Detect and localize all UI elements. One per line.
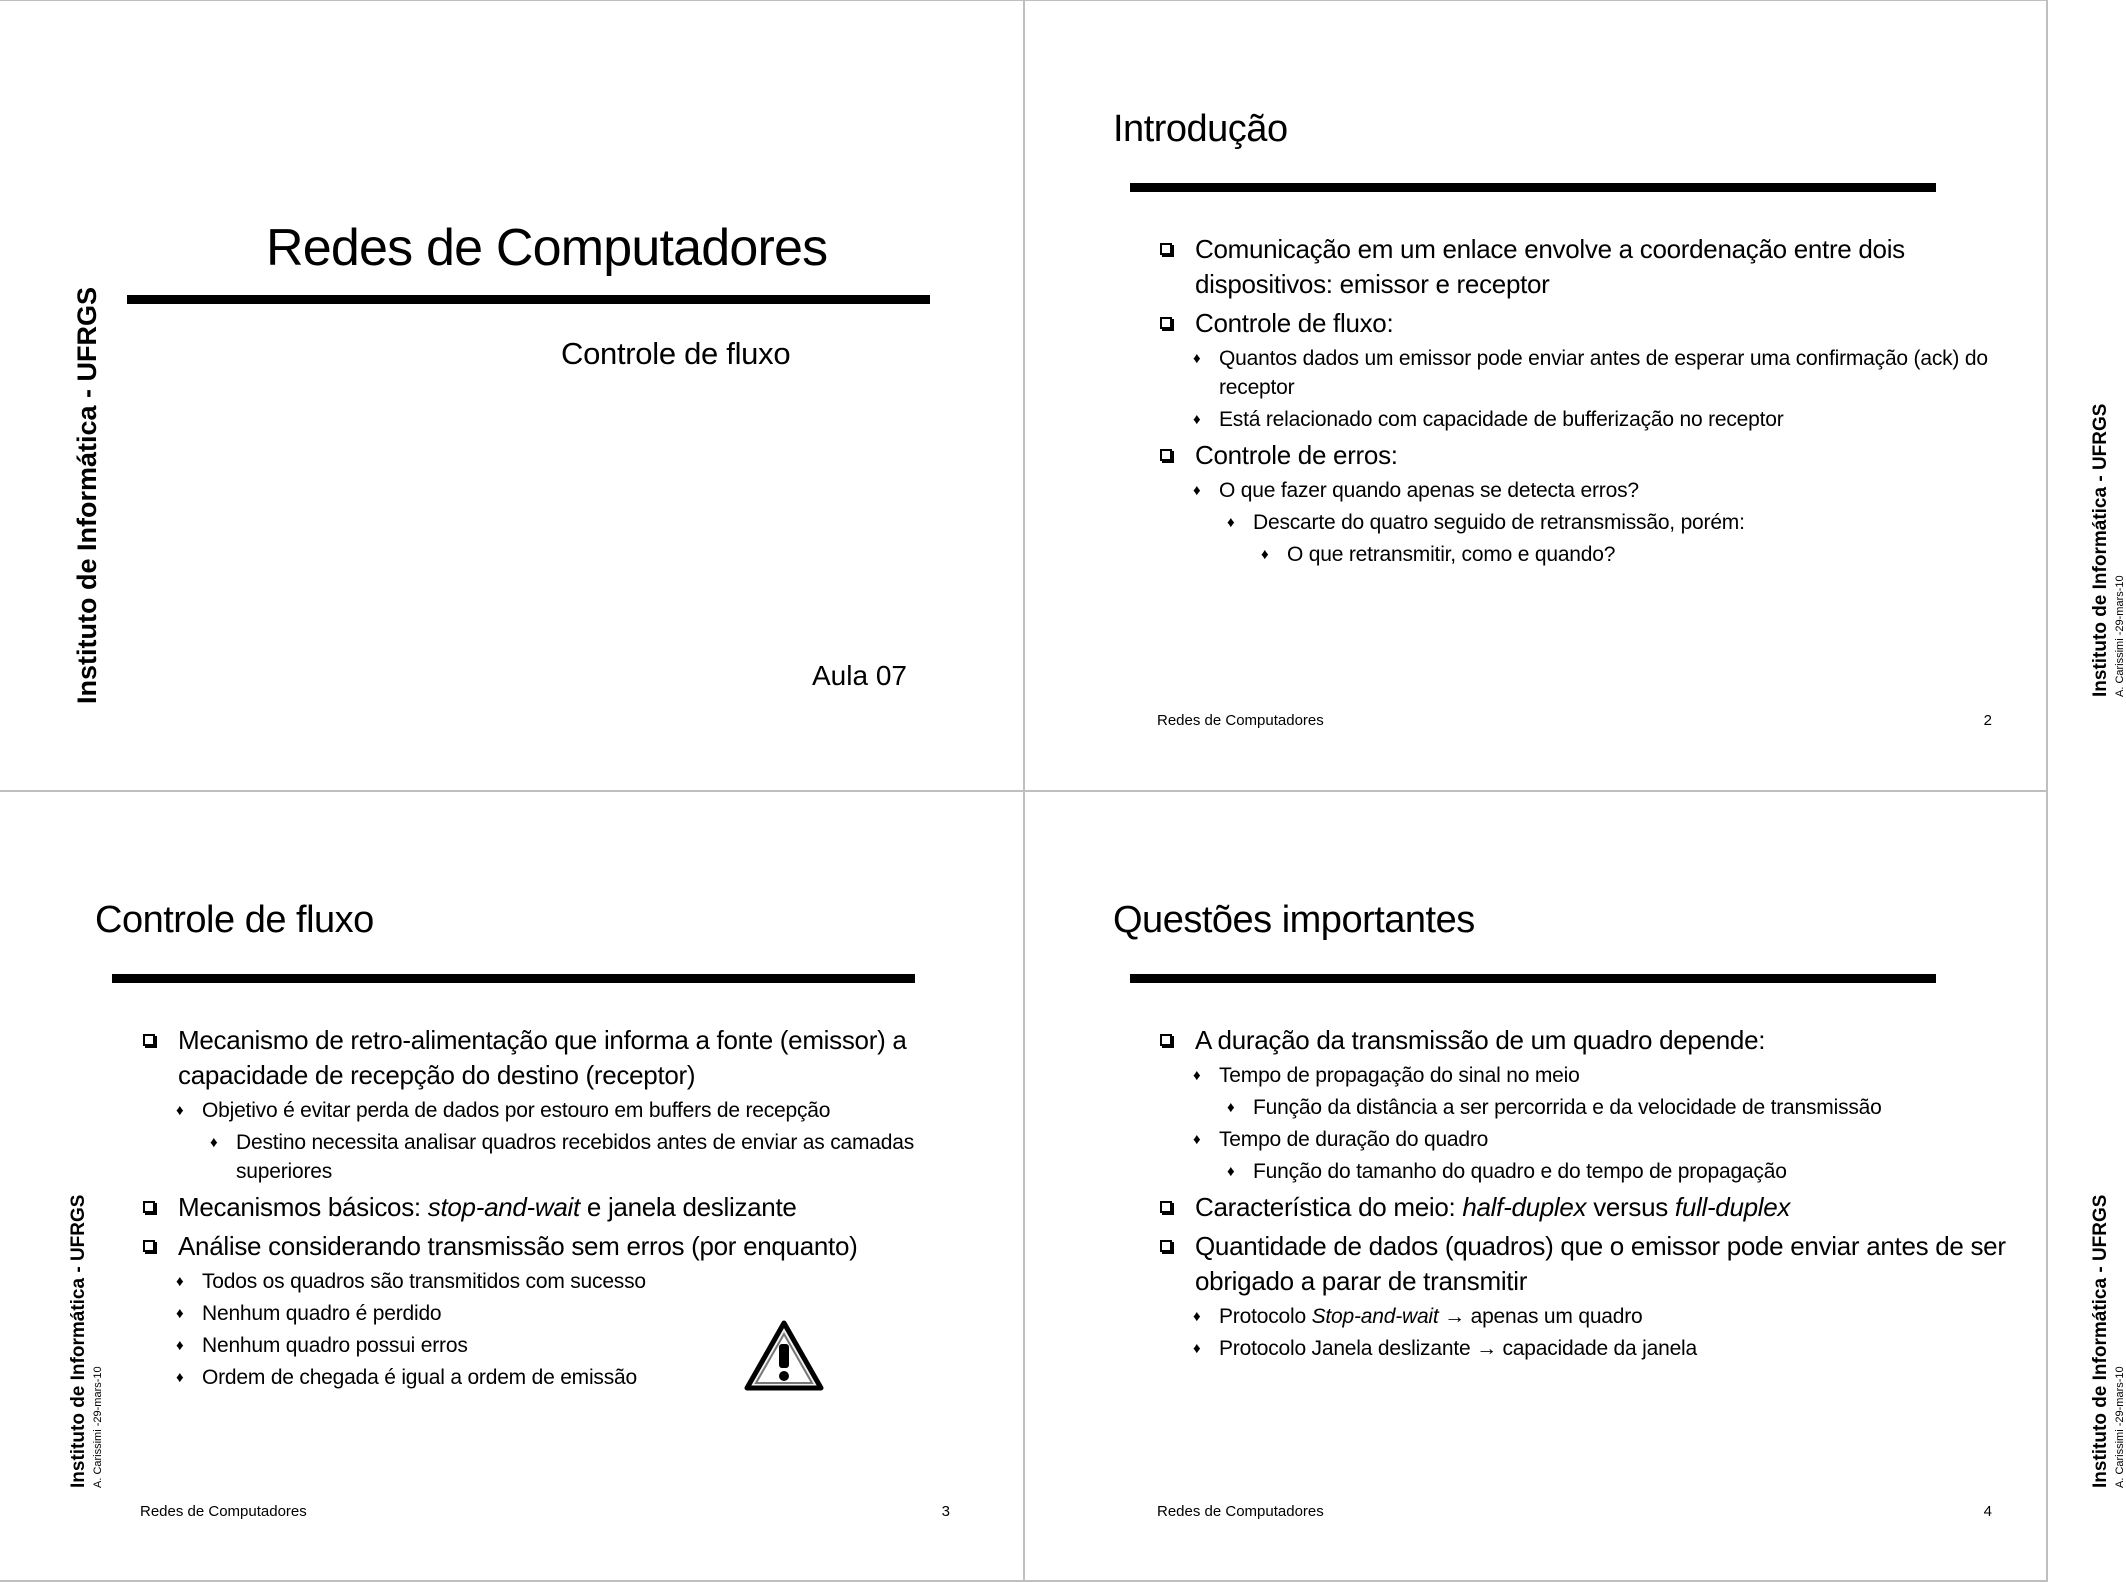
slide-3 (0, 791, 1024, 1582)
square-bullet-icon (1160, 317, 1172, 329)
list-item: ♦ O que retransmitir, como e quando? (1157, 540, 2007, 569)
list-item: Mecanismo de retro-alimentação que informa a fonte (emissor) a capacidade de recepção do destino (receptor) (140, 1023, 940, 1093)
side-label (2090, 1195, 2126, 1488)
list-item: ♦ Destino necessita analisar quadros recebidos antes de enviar as camadas superiores (140, 1128, 940, 1186)
side-author-date: A. Carissimi -29-mars-10 (2114, 575, 2126, 697)
square-bullet-icon (1160, 1034, 1172, 1046)
side-institute-label: Instituto de Informática - UFRGS (72, 286, 102, 704)
diamond-bullet-icon: ♦ (176, 1369, 184, 1386)
list-item: Controle de fluxo: (1157, 306, 2007, 341)
slide-title: Introdução (1113, 108, 1288, 150)
side-institute-label: Instituto de Informática - UFRGS (2090, 403, 2111, 697)
square-bullet-icon (143, 1240, 155, 1252)
title-rule (112, 974, 915, 983)
slide-4 (1024, 791, 2126, 1582)
list-item: ♦ Ordem de chegada é igual a ordem de emissão (140, 1363, 940, 1392)
page-number: 3 (941, 1503, 950, 1520)
page-number: 2 (1983, 712, 1992, 729)
title-rule (1130, 974, 1936, 983)
diamond-bullet-icon: ♦ (1193, 1308, 1201, 1325)
square-bullet-icon (1160, 1240, 1172, 1252)
warning-triangle-icon (744, 1320, 824, 1392)
diamond-bullet-icon: ♦ (1227, 514, 1235, 531)
list-item: Característica do meio: half-duplex versus full-duplex (1157, 1190, 2007, 1225)
list-item: ♦ Função do tamanho do quadro e do tempo de propagação (1157, 1157, 2007, 1186)
list-item: ♦ Tempo de duração do quadro (1157, 1125, 2007, 1154)
square-bullet-icon (1160, 1201, 1172, 1213)
footer-course: Redes de Computadores (140, 1503, 307, 1520)
list-item: Comunicação em um enlace envolve a coordenação entre dois dispositivos: emissor e receptor (1157, 232, 2007, 302)
lesson-label: Aula 07 (812, 660, 907, 691)
slide-1 (0, 0, 1024, 791)
diamond-bullet-icon: ♦ (1193, 411, 1201, 428)
list-item: Análise considerando transmissão sem erros (por enquanto) (140, 1229, 940, 1264)
slide-subtitle: Controle de fluxo (561, 336, 791, 371)
square-bullet-icon (143, 1201, 155, 1213)
slide-2 (1024, 0, 2126, 791)
diamond-bullet-icon: ♦ (210, 1134, 218, 1151)
slide-title: Redes de Computadores (266, 219, 828, 277)
list-item: ♦ Objetivo é evitar perda de dados por estouro em buffers de recepção (140, 1096, 940, 1125)
diamond-bullet-icon: ♦ (1193, 1340, 1201, 1357)
list-item: ♦ Protocolo Janela deslizante → capacidade da janela (1157, 1334, 2007, 1363)
diamond-bullet-icon: ♦ (176, 1337, 184, 1354)
side-label (68, 1195, 104, 1488)
side-author-date: A. Carissimi -29-mars-10 (92, 1366, 104, 1488)
square-bullet-icon (1160, 243, 1172, 255)
slide-title: Questões importantes (1113, 899, 1475, 941)
diamond-bullet-icon: ♦ (176, 1102, 184, 1119)
diamond-bullet-icon: ♦ (1261, 546, 1269, 563)
slide-title: Controle de fluxo (95, 899, 374, 941)
list-item: ♦ Está relacionado com capacidade de bufferização no receptor (1157, 405, 2007, 434)
list-item: ♦ Função da distância a ser percorrida e da velocidade de transmissão (1157, 1093, 2007, 1122)
side-institute-label: Instituto de Informática - UFRGS (68, 1194, 89, 1488)
list-item: Quantidade de dados (quadros) que o emissor pode enviar antes de ser obrigado a parar de transmitir (1157, 1229, 2007, 1299)
diamond-bullet-icon: ♦ (176, 1273, 184, 1290)
page-number: 4 (1983, 1503, 1992, 1520)
list-item: Mecanismos básicos: stop-and-wait e janela deslizante (140, 1190, 940, 1225)
side-label (2090, 404, 2126, 697)
title-rule (1130, 183, 1936, 192)
side-institute-label: Instituto de Informática - UFRGS (2090, 1194, 2111, 1488)
list-item: Controle de erros: (1157, 438, 2007, 473)
list-item: ♦ Protocolo Stop-and-wait → apenas um quadro (1157, 1302, 2007, 1331)
list-item: ♦ Quantos dados um emissor pode enviar antes de esperar uma confirmação (ack) do receptor (1157, 344, 2007, 402)
slide-content (1157, 228, 2007, 572)
list-item: ♦ Nenhum quadro é perdido (140, 1299, 940, 1328)
list-item: A duração da transmissão de um quadro depende: (1157, 1023, 2007, 1058)
diamond-bullet-icon: ♦ (1193, 1067, 1201, 1084)
slide-content (1157, 1019, 2007, 1366)
diamond-bullet-icon: ♦ (1227, 1099, 1235, 1116)
side-author-date: A. Carissimi -29-mars-10 (2114, 1366, 2126, 1488)
square-bullet-icon (1160, 449, 1172, 461)
list-item: ♦ Tempo de propagação do sinal no meio (1157, 1061, 2007, 1090)
title-rule (127, 295, 930, 304)
square-bullet-icon (143, 1034, 155, 1046)
list-item: ♦ Nenhum quadro possui erros (140, 1331, 940, 1360)
diamond-bullet-icon: ♦ (1193, 1131, 1201, 1148)
list-item: ♦ Todos os quadros são transmitidos com sucesso (140, 1267, 940, 1296)
diamond-bullet-icon: ♦ (1193, 482, 1201, 499)
diamond-bullet-icon: ♦ (176, 1305, 184, 1322)
diamond-bullet-icon: ♦ (1227, 1163, 1235, 1180)
list-item: ♦ Descarte do quatro seguido de retransmissão, porém: (1157, 508, 2007, 537)
footer-course: Redes de Computadores (1157, 712, 1324, 729)
diamond-bullet-icon: ♦ (1193, 350, 1201, 367)
footer-course: Redes de Computadores (1157, 1503, 1324, 1520)
list-item: ♦ O que fazer quando apenas se detecta erros? (1157, 476, 2007, 505)
